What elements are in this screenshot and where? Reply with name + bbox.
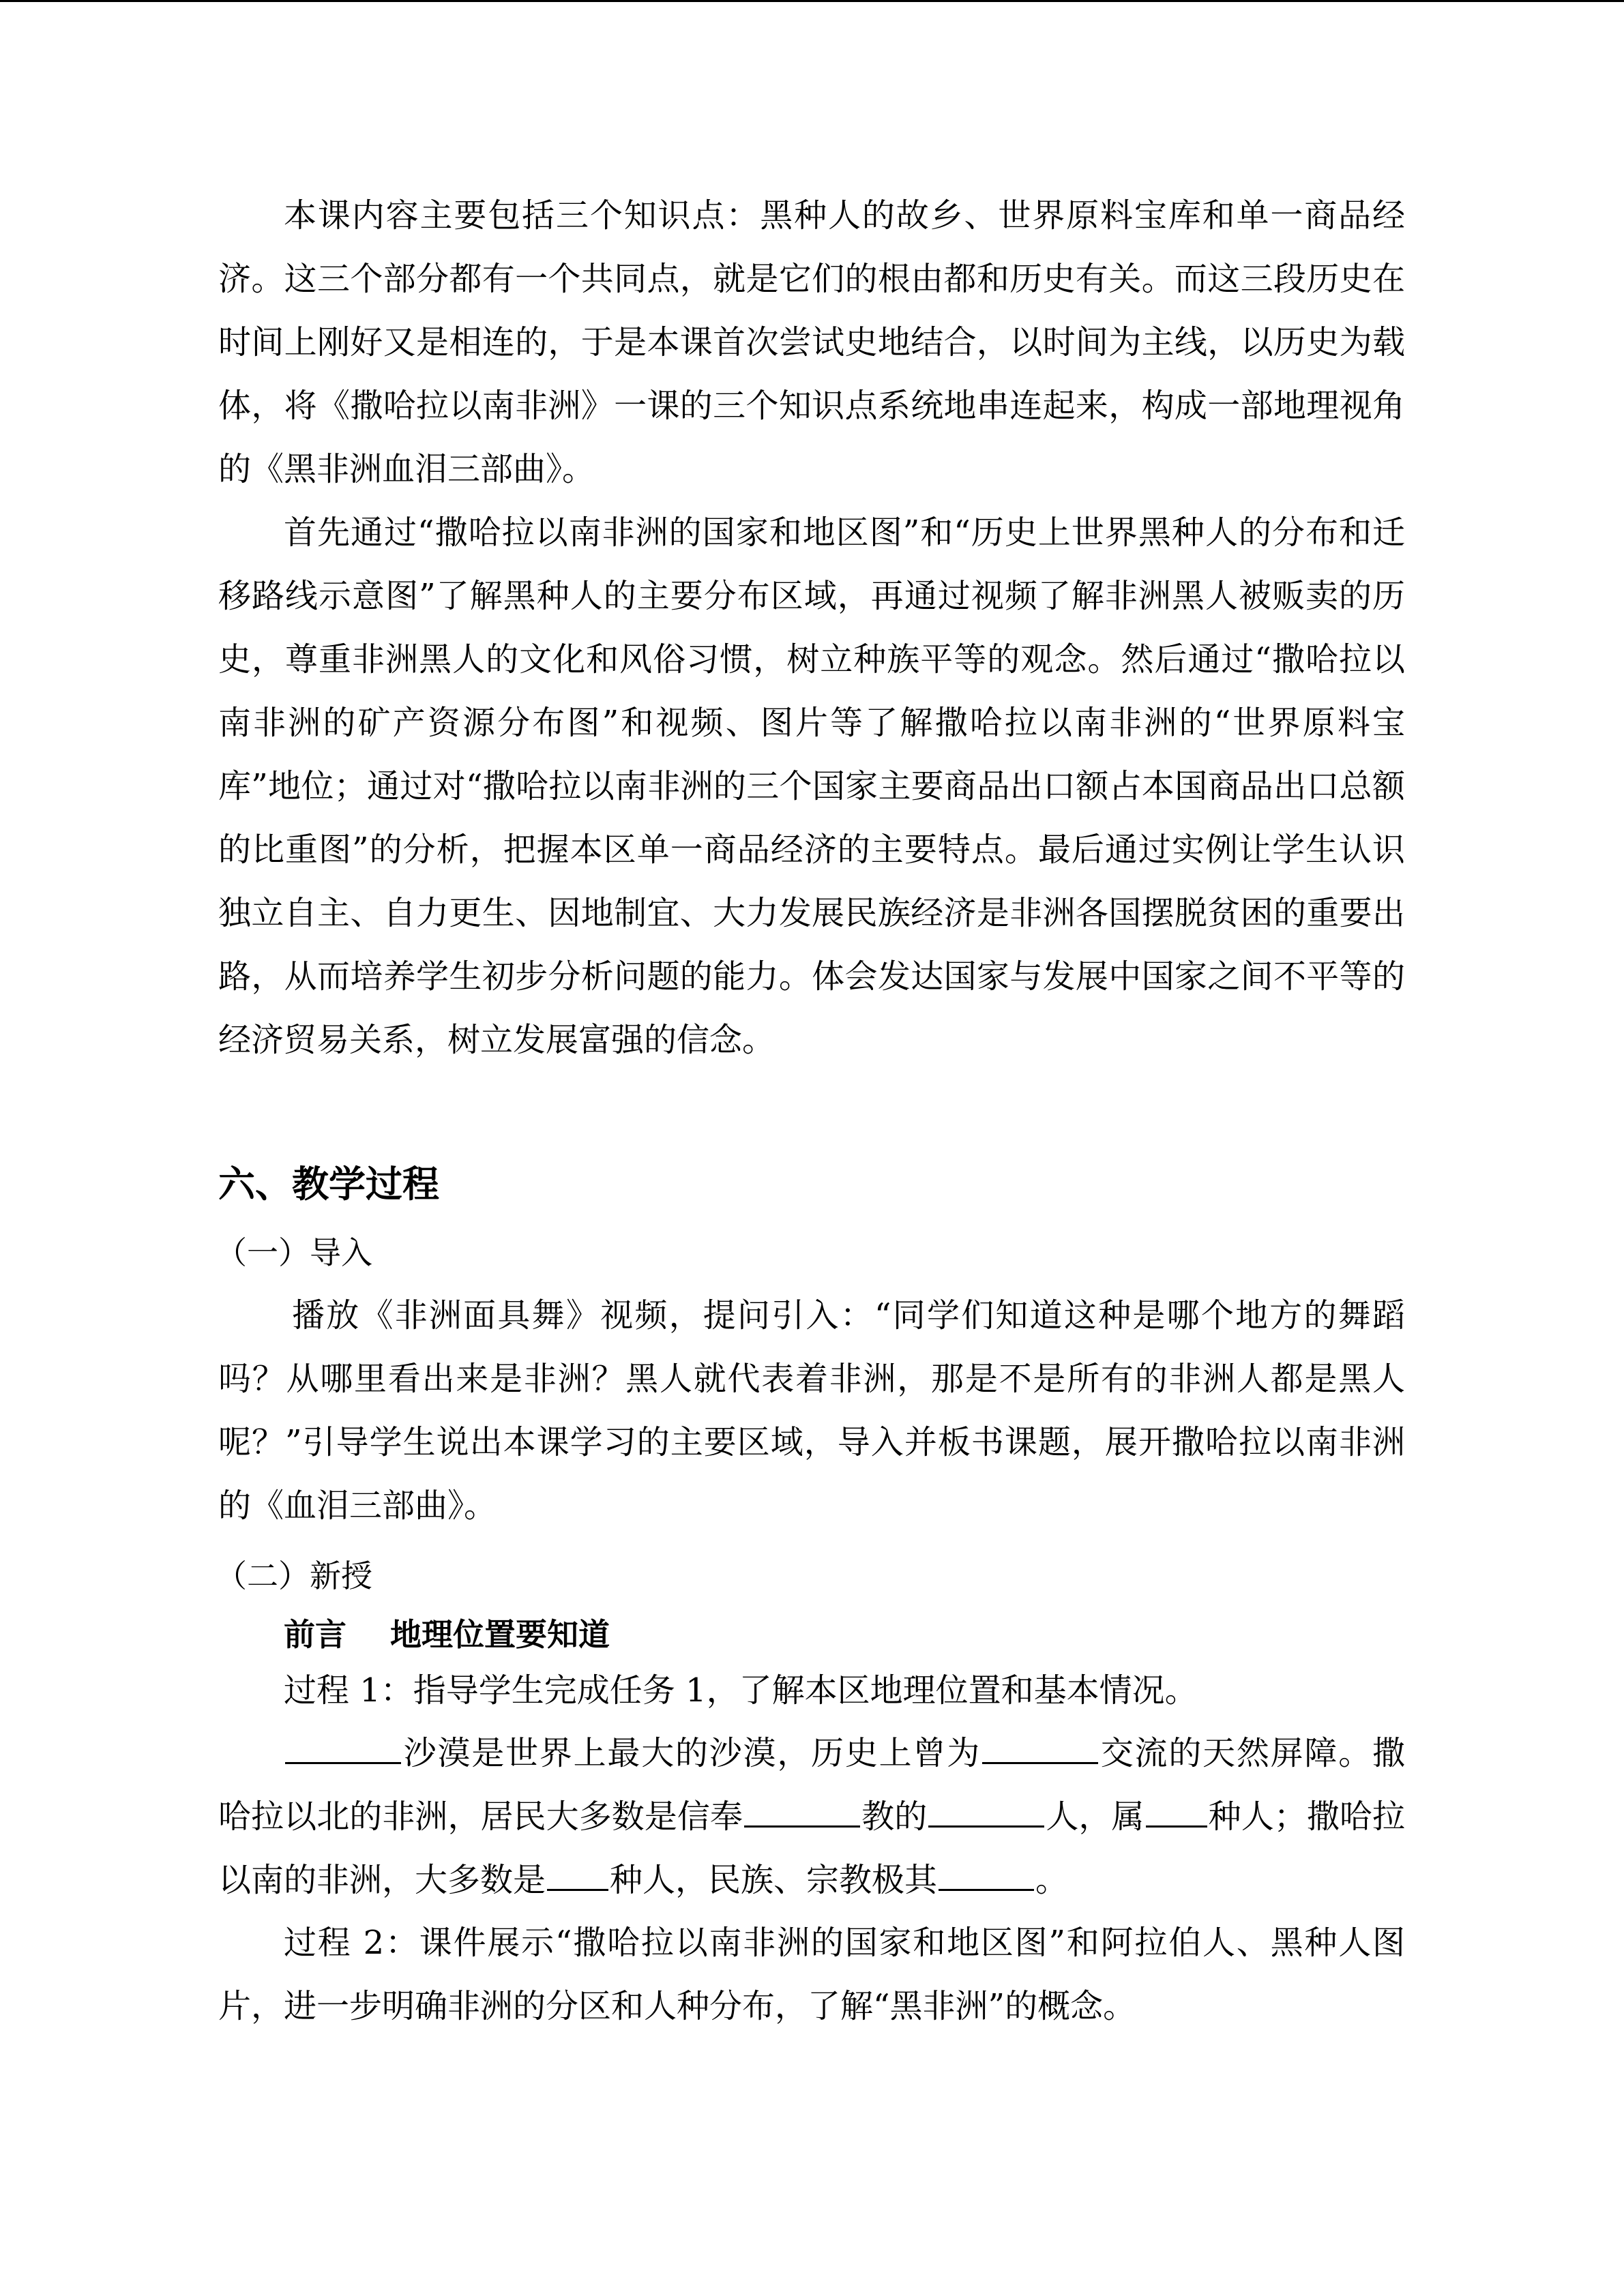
blank-3[interactable]	[744, 1793, 860, 1828]
blank-4[interactable]	[928, 1793, 1044, 1828]
blank-5[interactable]	[1146, 1793, 1207, 1828]
preface-heading: 前言 地理位置要知道	[284, 1616, 610, 1653]
fill-text-1: 沙漠是世界上最大的沙漠，历史上曾为	[402, 1734, 981, 1772]
fill-text-4: 人，属	[1046, 1798, 1145, 1836]
page-top-border	[0, 0, 1624, 2]
intro-section	[218, 184, 1405, 1072]
fill-text-7: 。	[1035, 1861, 1069, 1899]
section-title-teaching-process: 六、教学过程	[218, 1163, 439, 1206]
fill-text-5: 种人；撒哈拉以南的非洲，大多数是	[218, 1798, 1405, 1899]
process-2-text: 过程 2：课件展示“撒哈拉以南非洲的国家和地区图”和阿拉伯人、黑种人图片，进一步明确非洲的分区和人种分布，了解“黑非洲”的概念。	[218, 1924, 1405, 2025]
subsection-heading-intro: （一）导入	[216, 1234, 372, 1271]
blank-1[interactable]	[285, 1729, 401, 1764]
fill-text-3: 教的	[861, 1798, 928, 1836]
subsection-heading-new-lesson: （二）新授	[216, 1557, 372, 1594]
intro-activity-paragraph: 播放《非洲面具舞》视频，提问引入：“同学们知道这种是哪个地方的舞蹈吗？从哪里看出来是非洲？黑人就代表着非洲，那是不是所有的非洲人都是黑人呢？”引导学生说出本课学习的主要区域，导入并板书课题，展开撒哈拉以南非洲的《血泪三部曲》。	[218, 1296, 1405, 1525]
fill-in-exercise	[218, 1722, 1405, 1912]
intro-paragraph-2: 首先通过“撒哈拉以南非洲的国家和地区图”和“历史上世界黑种人的分布和迁移路线示意图”了解黑种人的主要分布区域，再通过视频了解非洲黑人被贩卖的历史，尊重非洲黑人的文化和风俗习惯，树立种族平等的观念。然后通过“撒哈拉以南非洲的矿产资源分布图”和视频、图片等了解撒哈拉以南非洲的“世界原料宝库”地位；通过对“撒哈拉以南非洲的三个国家主要商品出口额占本国商品出口总额的比重图”的分析，把握本区单一商品经济的主要特点。最后通过实例让学生认识独立自主、自力更生、因地制宜、大力发展民族经济是非洲各国摆脱贫困的重要出路，从而培养学生初步分析问题的能力。体会发达国家与发展中国家之间不平等的经济贸易关系，树立发展富强的信念。	[218, 513, 1405, 1059]
intro-activity	[218, 1284, 1405, 1538]
fill-text-2: 交流的天然屏障。撒哈拉以北的非洲，居民大多数是信奉	[218, 1734, 1405, 1836]
process-1	[218, 1659, 1405, 1723]
fill-text-6: 种人，民族、宗教极其	[610, 1861, 938, 1899]
blank-2[interactable]	[982, 1729, 1098, 1764]
process-1-text: 过程 1：指导学生完成任务 1，了解本区地理位置和基本情况。	[284, 1671, 1198, 1710]
process-2	[218, 1911, 1405, 2038]
blank-7[interactable]	[939, 1856, 1034, 1891]
blank-6[interactable]	[547, 1856, 608, 1891]
intro-paragraph-1: 本课内容主要包括三个知识点：黑种人的故乡、世界原料宝库和单一商品经济。这三个部分都有一个共同点，就是它们的根由都和历史有关。而这三段历史在时间上刚好又是相连的，于是本课首次尝试史地结合，以时间为主线，以历史为载体，将《撒哈拉以南非洲》一课的三个知识点系统地串连起来，构成一部地理视角的《黑非洲血泪三部曲》。	[218, 196, 1405, 488]
fill-in-paragraph	[218, 1722, 1405, 1912]
